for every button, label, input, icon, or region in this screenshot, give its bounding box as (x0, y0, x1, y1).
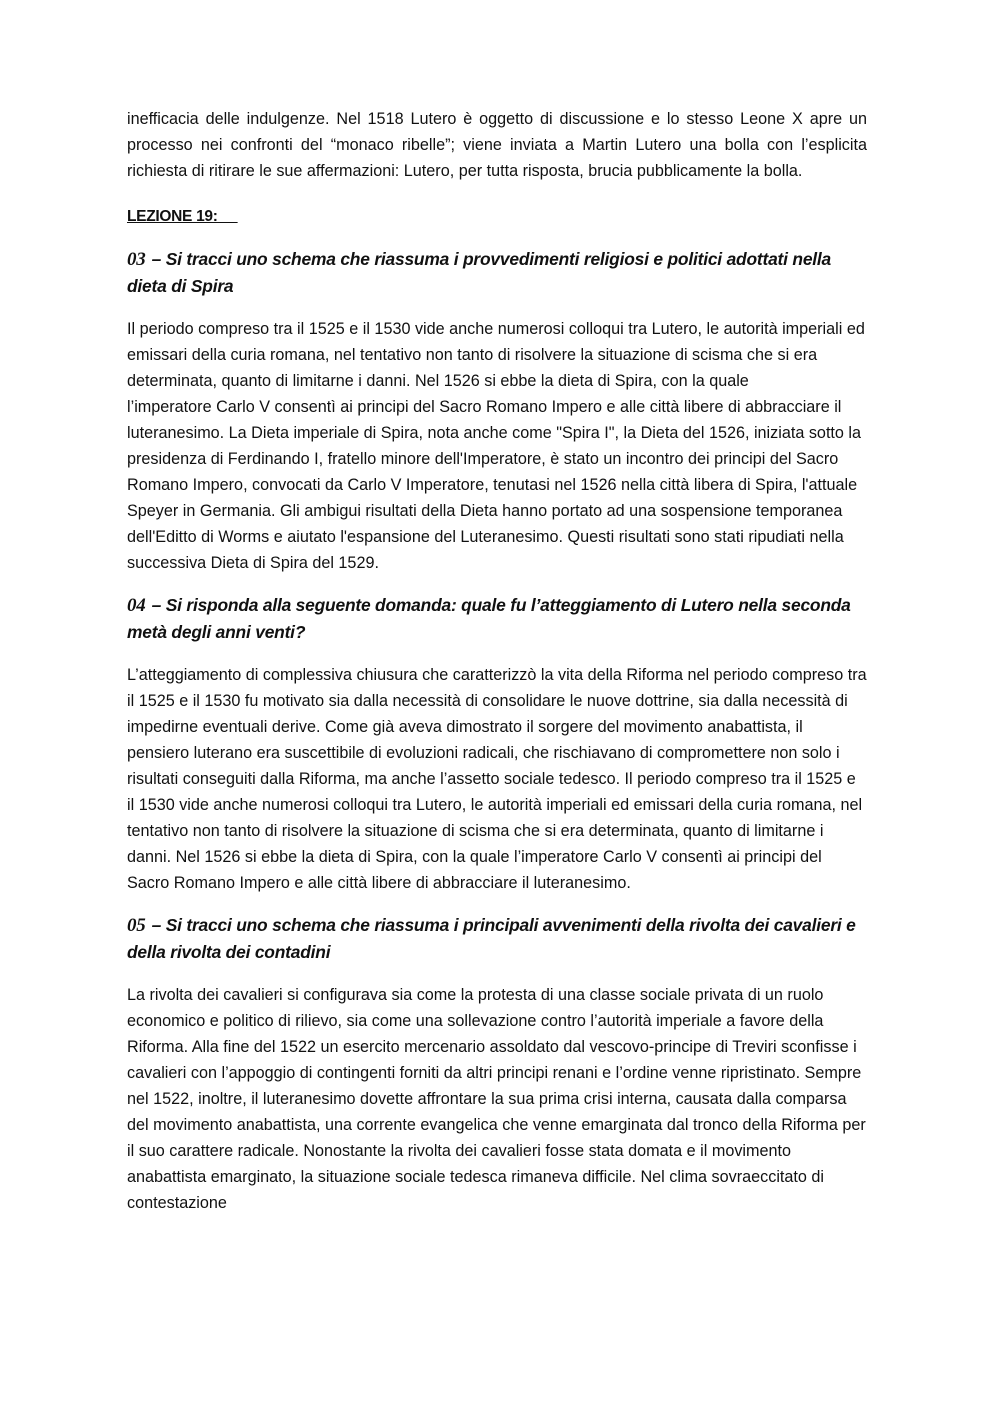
question-number: 03 (127, 249, 146, 270)
question-text: – Si tracci uno schema che riassuma i provvedimenti religiosi e politici adottati nella dieta di Spira (127, 249, 832, 296)
answer-03-part-2: l’imperatore Carlo V consentì ai principi del Sacro Romano Impero e alle città libere di abbracciare il luteranesimo. La Dieta imperiale di Spira, nota anche come "Spira I", la Dieta del 1526, iniziata sotto la presidenza di Ferdinando I, fratello minore dell'Imperatore, è stato un incontro dei principi del Sacro Romano Impero, convocati da Carlo V Imperatore, tenutasi nel 1526 nella città libera di Spira, l'attuale Speyer in Germania. Gli ambigui risultati della Dieta hanno portato ad una sospensione temporanea dell'Editto di Worms e aiutato l'espansione del Luteranesimo. Questi risultati sono stati ripudiati nella successiva Dieta di Spira del 1529. (127, 398, 862, 572)
lesson-heading: LEZIONE 19: (127, 208, 238, 225)
document-page (127, 106, 867, 1216)
question-05 (127, 912, 867, 966)
question-text: – Si risponda alla seguente domanda: quale fu l’atteggiamento di Lutero nella seconda metà degli anni venti? (127, 595, 851, 642)
question-text: – Si tracci uno schema che riassuma i principali avvenimenti della rivolta dei cavalieri e della rivolta dei contadini (127, 915, 856, 962)
question-03 (127, 246, 867, 300)
intro-paragraph: inefficacia delle indulgenze. Nel 1518 Lutero è oggetto di discussione e lo stesso Leone X apre un processo nei confronti del “monaco ribelle”; viene inviata a Martin Lutero una bolla con l’esplicita richiesta di ritirare le sue affermazioni: Lutero, per tutta risposta, brucia pubblicamente la bolla. (127, 110, 867, 180)
answer-04: L’atteggiamento di complessiva chiusura che caratterizzò la vita della Riforma nel periodo compreso tra il 1525 e il 1530 fu motivato sia dalla necessità di consolidare le nuove dottrine, sia dalla necessità di impedirne eventuali derive. Come già aveva dimostrato il sorgere del movimento anabattista, il pensiero luterano era suscettibile di evoluzioni radicali, che rischiavano di compromettere non solo i risultati conseguiti dalla Riforma, ma anche l’assetto sociale tedesco. Il periodo compreso tra il 1525 e il 1530 vide anche numerosi colloqui tra Lutero, le autorità imperiali ed emissari della curia romana, nel tentativo non tanto di risolvere la situazione di scisma che si era determinata, quanto di limitarne i danni. Nel 1526 si ebbe la dieta di Spira, con la quale l’imperatore Carlo V consentì ai principi del Sacro Romano Impero e alle città libere di abbracciare il luteranesimo. (127, 666, 867, 892)
question-number: 05 (127, 915, 146, 936)
answer-05: La rivolta dei cavalieri si configurava sia come la protesta di una classe sociale privata di un ruolo economico e politico di rilievo, sia come una sollevazione contro l’autorità imperiale a favore della Riforma. Alla fine del 1522 un esercito mercenario assoldato dal vescovo-principe di Treviri sconfisse i cavalieri con l’appoggio di contingenti forniti da altri principi renani e l’ordine venne ripristinato. Sempre nel 1522, inoltre, il luteranesimo dovette affrontare la sua prima crisi interna, causata dalla comparsa del movimento anabattista, una corrente evangelica che venne emarginata dal tronco della Riforma per il suo carattere radicale. Nonostante la rivolta dei cavalieri fosse stata domata e il movimento anabattista emarginato, la situazione sociale tedesca rimaneva difficile. Nel clima sovraeccitato di contestazione (127, 986, 866, 1212)
question-number: 04 (127, 595, 146, 616)
answer-03-part-1: Il periodo compreso tra il 1525 e il 1530 vide anche numerosi colloqui tra Lutero, le autorità imperiali ed emissari della curia romana, nel tentativo non tanto di risolvere la situazione di scisma che si era determinata, quanto di limitarne i danni. Nel 1526 si ebbe la dieta di Spira, con la quale (127, 320, 865, 390)
question-04 (127, 592, 867, 646)
